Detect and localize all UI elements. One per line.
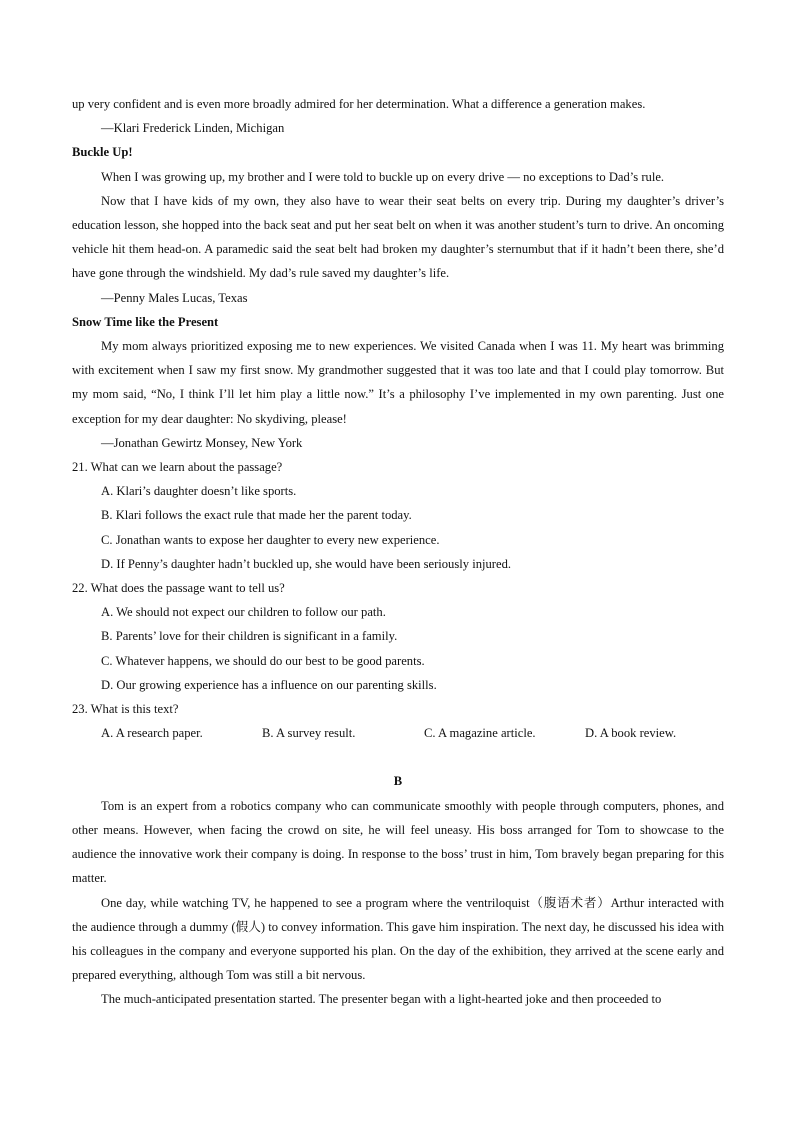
answer-option: A. Klari’s daughter doesn’t like sports. [101, 484, 297, 499]
signature-klari: —Klari Frederick Linden, Michigan [101, 121, 285, 136]
question-stem: 22. What does the passage want to tell us? [72, 581, 285, 596]
answer-option: B. Parents’ love for their children is significant in a family. [101, 629, 398, 644]
question-stem: 21. What can we learn about the passage? [72, 460, 283, 475]
answer-options-row [72, 721, 724, 745]
passage-b-paragraph: Tom is an expert from a robotics company who can communicate smoothly with people through computers, phones, and other means. However, when facing the crowd on site, he will feel uneasy. His boss arranged for Tom to showcase to the audience the innovative work their company is doing. In response to the boss’ trust in him, Tom bravely began preparing for this matter. [72, 798, 724, 886]
story-paragraph: My mom always prioritized exposing me to new experiences. We visited Canada when I was 11. My heart was brimming with excitement when I saw my first snow. My grandmother suggested that it was too late and that I could play tomorrow. But my mom said, “No, I think I’ll let him play a little now.” It’s a philosophy I’ve implemented in my own parenting. Just one exception for my dear daughter: No skydiving, please! [72, 339, 724, 426]
story-paragraph: Now that I have kids of my own, they also have to wear their seat belts on every trip. During my daughter’s driver’s education lesson, she hopped into the back seat and put her seat belt on when it was another student’s turn to drive. An oncoming vehicle hit them head-on. A paramedic said the seat belt had broken my daughter’s sternumbut that if it hadn’t been there, she’d have gone through the windshield. My dad’s rule saved my daughter’s life. [72, 193, 724, 281]
answer-option: A. We should not expect our children to follow our path. [101, 605, 386, 620]
signature-jonathan: —Jonathan Gewirtz Monsey, New York [101, 435, 303, 450]
question-23 [72, 697, 724, 745]
passage-b-paragraph: One day, while watching TV, he happened to see a program where the ventriloquist（腹语术者）Arthur interacted with the audience through a dummy (假人) to convey information. This gave him inspiration. The next day, he discussed his idea with his colleagues in the company and everyone supported his plan. On the day of the exhibition, they arrived at the scene early and prepared everything, although Tom was still a bit nervous. [72, 895, 724, 983]
question-stem: 23. What is this text? [72, 702, 179, 717]
story-title-buckle-up: Buckle Up! [72, 145, 133, 160]
question-22 [72, 576, 724, 697]
section-label-b: B [393, 774, 403, 789]
story-paragraph: When I was growing up, my brother and I were told to buckle up on every drive — no exceptions to Dad’s rule. [101, 169, 665, 184]
continued-paragraph: up very confident and is even more broadly admired for her determination. What a difference a generation makes. [72, 97, 646, 111]
signature-penny: —Penny Males Lucas, Texas [101, 290, 248, 305]
question-21 [72, 455, 724, 576]
answer-option: C. Whatever happens, we should do our best to be good parents. [101, 653, 425, 668]
answer-option: D. Our growing experience has a influence on our parenting skills. [101, 677, 437, 692]
document-content [72, 92, 724, 1012]
answer-option: C. A magazine article. [424, 726, 536, 741]
answer-option: C. Jonathan wants to expose her daughter to every new experience. [101, 532, 440, 547]
story-title-snow-time: Snow Time like the Present [72, 314, 219, 329]
answer-option: B. Klari follows the exact rule that made her the parent today. [101, 508, 412, 523]
answer-option: B. A survey result. [262, 726, 356, 741]
answer-option: D. A book review. [585, 726, 677, 741]
answer-option: A. A research paper. [101, 726, 203, 741]
passage-b-paragraph: The much-anticipated presentation started. The presenter began with a light-hearted joke and then proceeded to [101, 992, 662, 1007]
answer-option: D. If Penny’s daughter hadn’t buckled up, she would have been seriously injured. [101, 556, 512, 571]
